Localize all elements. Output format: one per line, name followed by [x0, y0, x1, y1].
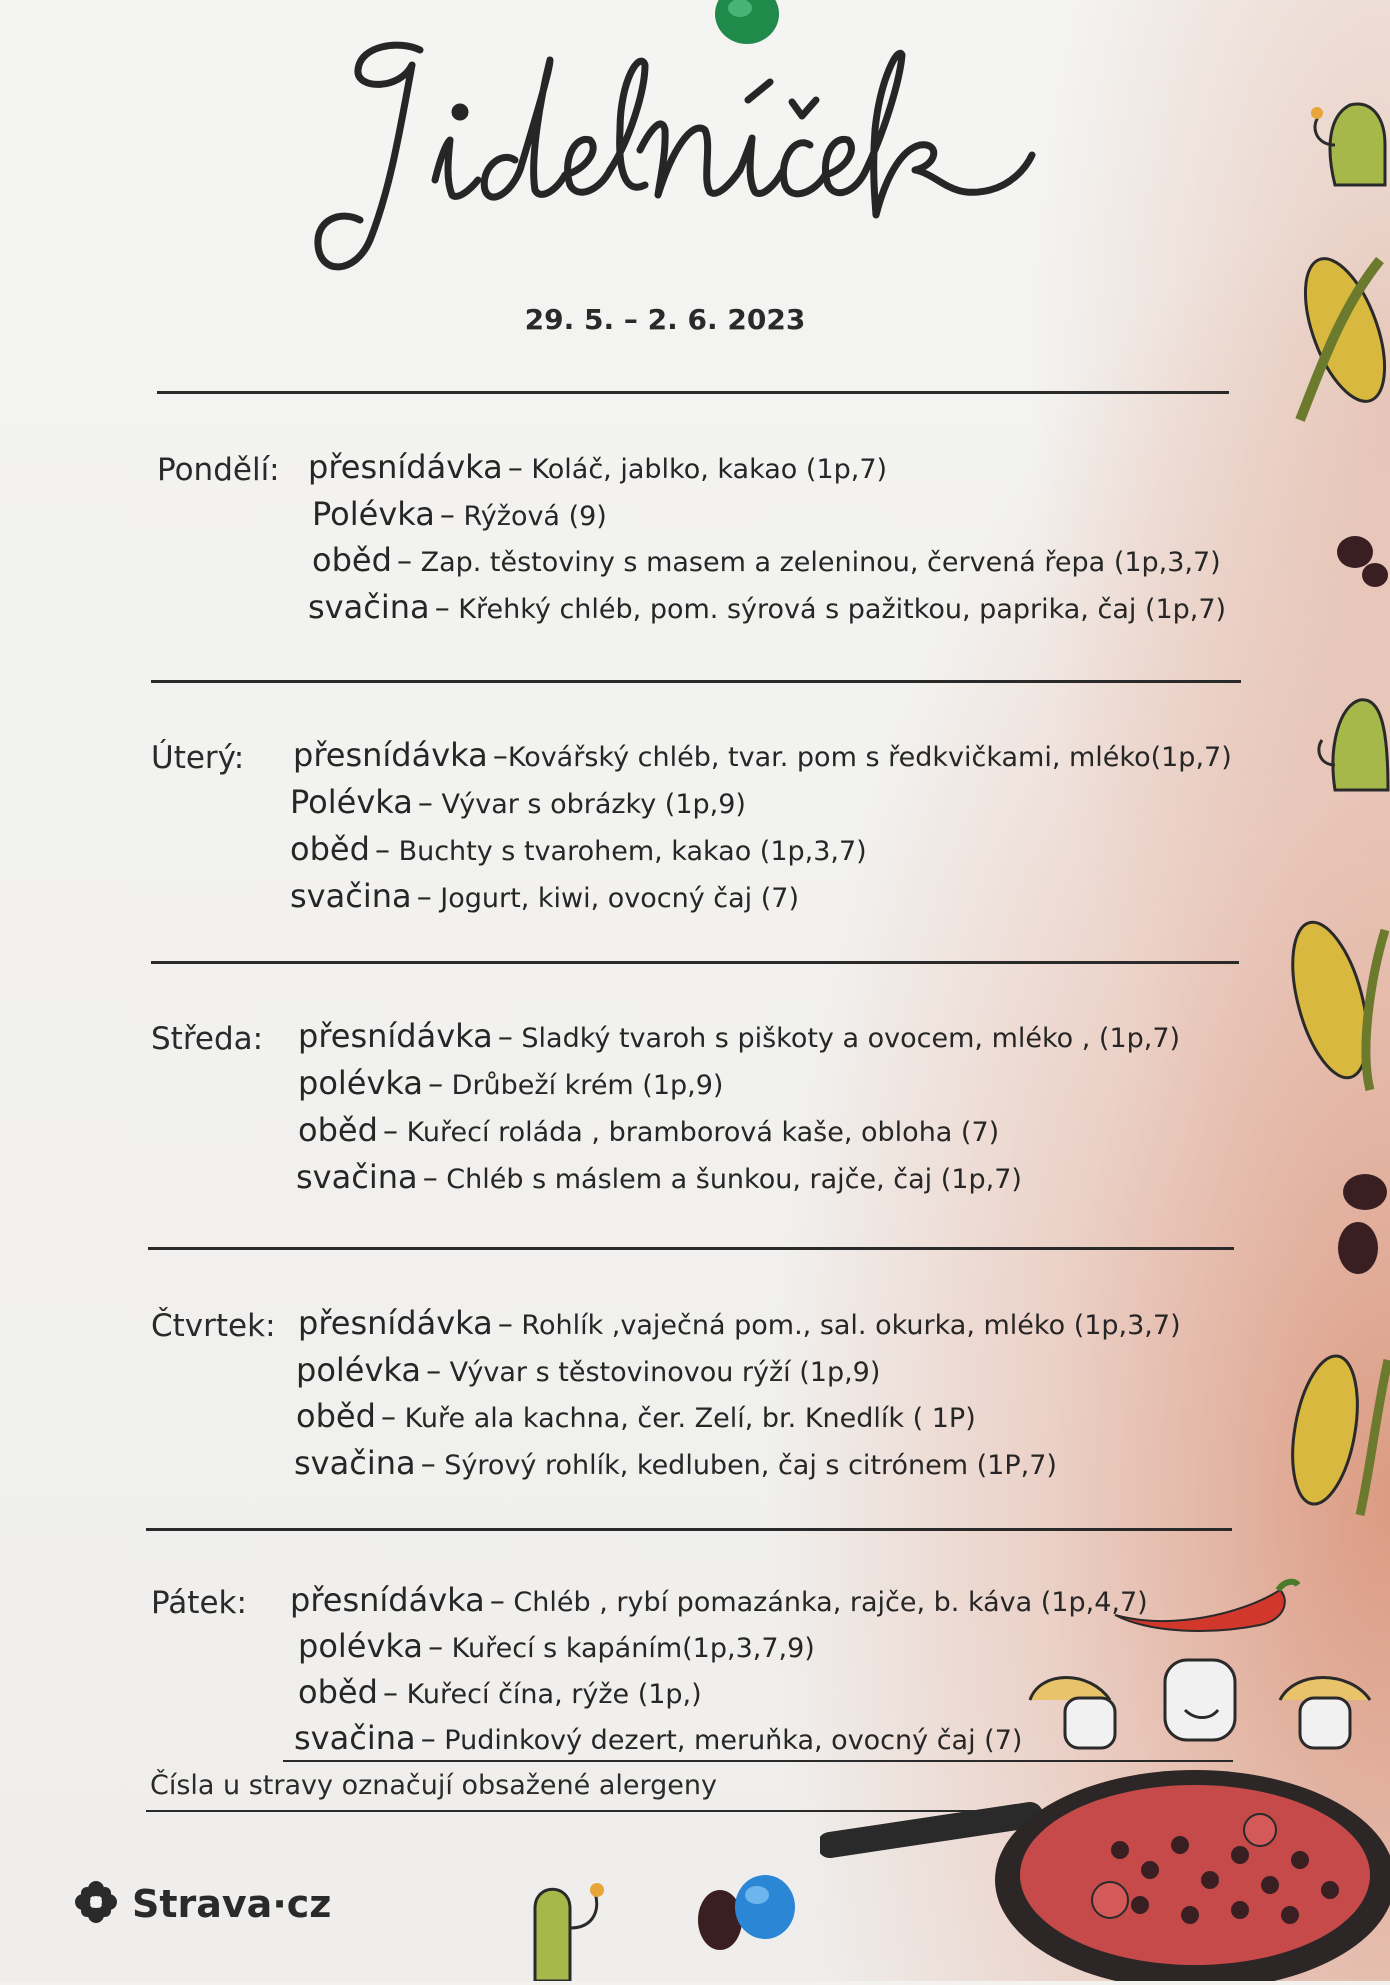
meal-snack-afternoon	[290, 877, 799, 915]
meal-dash: –	[382, 1114, 398, 1149]
meal-label: oběd	[296, 1397, 376, 1435]
meal-snack-morning	[290, 1581, 1148, 1619]
meal-label: přesnídávka	[298, 1304, 493, 1342]
meal-label: přesnídávka	[290, 1581, 485, 1619]
meal-label: přesnídávka	[293, 736, 488, 774]
meal-label: svačina	[308, 588, 430, 626]
meal-text: Sýrový rohlík, kedluben, čaj s citrónem (1P,7)	[435, 1450, 1057, 1481]
divider	[146, 1528, 1232, 1531]
meal-dash: –	[497, 1307, 513, 1342]
day-name: Úterý:	[151, 740, 245, 776]
meal-text: Kuřecí s kapáním(1p,3,7,9)	[443, 1633, 815, 1664]
meal-dash: –	[489, 1584, 505, 1619]
meal-snack-afternoon	[308, 588, 1226, 626]
meal-label: polévka	[296, 1351, 421, 1389]
meal-label: přesnídávka	[308, 448, 503, 486]
meal-soup	[290, 783, 746, 821]
meal-dash: –	[428, 1630, 444, 1665]
meal-text: Kovářský chléb, tvar. pom s ředkvičkami, mléko(1p,7)	[507, 742, 1232, 773]
meal-text: Chléb , rybí pomazánka, rajče, b. káva (1p,4,7)	[504, 1587, 1148, 1618]
meal-text: Křehký chléb, pom. sýrová s pažitkou, paprika, čaj (1p,7)	[449, 594, 1227, 625]
allergen-footnote: Čísla u stravy označují obsažené alergeny	[150, 1770, 717, 1801]
divider	[151, 680, 1241, 683]
blue-pushpin-icon	[725, 1865, 805, 1949]
meal-text: Rohlík ,vaječná pom., sal. okurka, mléko (1p,3,7)	[512, 1310, 1181, 1341]
corn-icon	[1270, 1340, 1390, 1524]
meal-dash: –	[507, 451, 523, 486]
meal-dash: –	[420, 1447, 436, 1482]
meal-dash: –	[396, 544, 412, 579]
meal-label: svačina	[296, 1158, 418, 1196]
meal-snack-morning	[308, 448, 887, 486]
meal-label: polévka	[298, 1064, 423, 1102]
meal-text: Sladký tvaroh s piškoty a ovocem, mléko , (1p,7)	[512, 1023, 1181, 1054]
meal-label: polévka	[298, 1627, 423, 1665]
date-range: 29. 5. – 2. 6. 2023	[524, 303, 806, 336]
meal-dash: –	[420, 1722, 436, 1757]
meal-text: Kuřecí čína, rýže (1p,)	[397, 1679, 702, 1710]
meal-snack-afternoon	[296, 1158, 1022, 1196]
meal-soup	[298, 1627, 815, 1665]
flower-icon	[74, 1880, 118, 1928]
meal-label: Polévka	[312, 495, 435, 533]
meal-lunch	[312, 541, 1221, 579]
brand-logo	[74, 1880, 331, 1928]
meal-label: Polévka	[290, 783, 413, 821]
meal-label: svačina	[294, 1719, 416, 1757]
meal-soup	[312, 495, 607, 533]
meal-text: Chléb s máslem a šunkou, rajče, čaj (1p,7)	[437, 1164, 1022, 1195]
brand-name: Strava·cz	[132, 1882, 332, 1926]
divider	[148, 1247, 1234, 1250]
meal-soup	[296, 1351, 880, 1389]
day-name: Čtvrtek:	[151, 1308, 276, 1344]
meal-dash: –	[492, 739, 508, 774]
meal-snack-morning	[293, 736, 1232, 774]
meal-text: Drůbeží krém (1p,9)	[443, 1070, 724, 1101]
meal-soup	[298, 1064, 723, 1102]
page-title	[300, 20, 1040, 290]
meal-dash: –	[416, 880, 432, 915]
meal-text: Pudinkový dezert, meruňka, ovocný čaj (7)	[435, 1725, 1023, 1756]
meal-dash: –	[497, 1020, 513, 1055]
meal-text: Kuřecí roláda , bramborová kaše, obloha (7)	[397, 1117, 1000, 1148]
divider	[151, 961, 1239, 964]
meal-dash: –	[426, 1354, 442, 1389]
meal-dash: –	[439, 498, 455, 533]
meal-lunch	[298, 1673, 702, 1711]
corn-icon	[1280, 230, 1390, 434]
meal-text: Kuře ala kachna, čer. Zelí, br. Knedlík ( 1P)	[395, 1403, 976, 1434]
cactus-icon	[1310, 685, 1390, 799]
meal-text: Buchty s tvarohem, kakao (1p,3,7)	[389, 836, 867, 867]
meal-text: Vývar s obrázky (1p,9)	[432, 789, 746, 820]
meal-label: svačina	[290, 877, 412, 915]
bean-icon	[1335, 530, 1390, 594]
meal-text: Jogurt, kiwi, ovocný čaj (7)	[431, 883, 799, 914]
meal-dash: –	[382, 1676, 398, 1711]
meal-dash: –	[374, 833, 390, 868]
bean-icon	[1330, 1170, 1390, 1284]
meal-lunch	[298, 1111, 999, 1149]
cactus-icon	[1305, 85, 1390, 199]
divider	[157, 391, 1229, 394]
day-name: Pátek:	[151, 1585, 247, 1621]
corn-icon	[1270, 900, 1390, 1104]
meal-snack-morning	[298, 1017, 1180, 1055]
meal-lunch	[296, 1397, 976, 1435]
meal-label: oběd	[298, 1111, 378, 1149]
meal-label: oběd	[312, 541, 392, 579]
meal-dash: –	[422, 1161, 438, 1196]
meal-snack-afternoon	[294, 1444, 1057, 1482]
meal-dash: –	[417, 786, 433, 821]
meal-text: Rýžová (9)	[454, 501, 607, 532]
meal-label: oběd	[290, 830, 370, 868]
chili-pepper-icon	[1110, 1575, 1300, 1639]
meal-dash: –	[428, 1067, 444, 1102]
meal-dash: –	[380, 1400, 396, 1435]
frying-pan-icon	[820, 1740, 1390, 1985]
meal-text: Koláč, jablko, kakao (1p,7)	[522, 454, 888, 485]
meal-text: Zap. těstoviny s masem a zeleninou, červená řepa (1p,3,7)	[411, 547, 1221, 578]
day-name: Středa:	[151, 1021, 264, 1057]
day-name: Pondělí:	[157, 452, 280, 488]
meal-text: Vývar s těstovinovou rýží (1p,9)	[441, 1357, 881, 1388]
meal-label: přesnídávka	[298, 1017, 493, 1055]
cactus-icon	[515, 1868, 615, 1985]
meal-snack-morning	[298, 1304, 1181, 1342]
meal-label: oběd	[298, 1673, 378, 1711]
meal-dash: –	[434, 591, 450, 626]
meal-label: svačina	[294, 1444, 416, 1482]
meal-lunch	[290, 830, 867, 868]
